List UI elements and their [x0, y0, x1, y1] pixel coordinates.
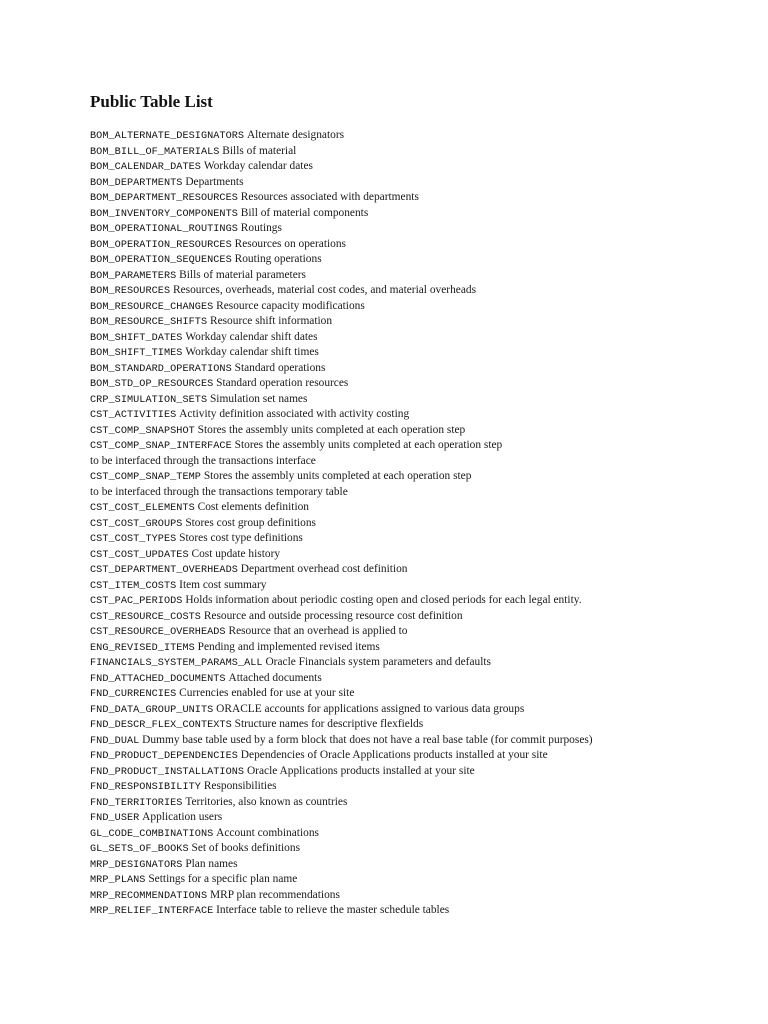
table-description: Holds information about periodic costing open and closed periods for each legal entity. [185, 594, 582, 606]
table-entry [90, 500, 750, 516]
table-name: BOM_RESOURCE_CHANGES [90, 301, 214, 313]
table-description: Stores cost group definitions [185, 516, 316, 529]
table-entry [90, 531, 750, 547]
table-description: Oracle Financials system parameters and defaults [265, 656, 491, 668]
table-entry [90, 903, 750, 919]
table-entry [90, 159, 750, 175]
table-description: Standard operations [234, 361, 326, 374]
table-entry [90, 252, 750, 268]
table-description: MRP plan recommendations [209, 888, 340, 901]
table-name: FND_USER [90, 813, 140, 824]
table-name: CST_DEPARTMENT_OVERHEADS [90, 565, 238, 576]
table-name: CST_RESOURCE_COSTS [90, 611, 201, 623]
table-description: Cost elements definition [197, 501, 309, 513]
table-description: Item cost summary [179, 578, 267, 591]
table-name: CST_ITEM_COSTS [90, 580, 177, 592]
table-description: Account combinations [216, 826, 319, 839]
table-name: BOM_OPERATION_SEQUENCES [90, 255, 232, 266]
table-entry [90, 330, 750, 346]
table-name: MRP_RECOMMENDATIONS [90, 890, 208, 902]
table-name: BOM_CALENDAR_DATES [90, 162, 201, 173]
table-description: Department overhead cost definition [240, 563, 408, 575]
table-description: Resource capacity modifications [216, 299, 365, 312]
table-name: FND_DESCR_FLEX_CONTEXTS [90, 720, 232, 731]
table-entry [90, 640, 750, 656]
table-description: Resource and outside processing resource cost definition [203, 609, 463, 622]
table-name: BOM_SHIFT_TIMES [90, 348, 183, 359]
table-name: CST_COST_GROUPS [90, 518, 183, 530]
table-description: Structure names for descriptive flexfields [234, 718, 424, 730]
table-description: Standard operation resources [216, 377, 349, 389]
table-description: Workday calendar shift dates [185, 330, 318, 343]
table-entry [90, 423, 750, 439]
table-name: BOM_RESOURCE_SHIFTS [90, 317, 208, 328]
table-name: BOM_STD_OP_RESOURCES [90, 379, 214, 390]
table-entry [90, 190, 750, 206]
table-description: Bill of material components [240, 206, 369, 219]
table-entry [90, 237, 750, 253]
table-name: FND_ATTACHED_DOCUMENTS [90, 673, 226, 685]
table-name: CST_COMP_SNAP_TEMP [90, 472, 201, 483]
table-description-continuation: to be interfaced through the transactions temporary table [90, 485, 348, 498]
table-description: Activity definition associated with activity costing [179, 408, 410, 420]
table-description: Bills of material [222, 144, 297, 157]
table-name: GL_SETS_OF_BOOKS [90, 844, 189, 855]
table-entry [90, 857, 750, 873]
table-description: Interface table to relieve the master schedule tables [216, 904, 450, 916]
table-entry [90, 655, 750, 671]
table-entry [90, 516, 750, 532]
table-description: Resource that an overhead is applied to [228, 625, 408, 637]
table-description: Application users [142, 811, 223, 823]
table-name: BOM_ALTERNATE_DESIGNATORS [90, 131, 245, 142]
table-entry [90, 299, 750, 315]
table-name: CST_COST_ELEMENTS [90, 503, 195, 514]
table-description: Resources, overheads, material cost codes, and material overheads [173, 284, 476, 296]
table-description: Responsibilities [203, 780, 277, 792]
table-entry [90, 562, 750, 578]
table-entry [90, 717, 750, 733]
table-entry [90, 206, 750, 222]
table-description-continuation: to be interfaced through the transactions interface [90, 454, 316, 467]
table-description: ORACLE accounts for applications assigned to various data groups [216, 702, 525, 715]
table-description: Plan names [185, 857, 238, 870]
table-description: Attached documents [228, 671, 322, 684]
table-description: Departments [185, 175, 244, 188]
table-description: Stores the assembly units completed at each operation step [203, 470, 472, 482]
table-name: CST_ACTIVITIES [90, 410, 177, 421]
table-name: BOM_DEPARTMENT_RESOURCES [90, 193, 238, 204]
table-name: CST_COST_UPDATES [90, 549, 189, 561]
table-name: FND_DATA_GROUP_UNITS [90, 704, 214, 716]
table-name: FND_PRODUCT_DEPENDENCIES [90, 751, 238, 762]
table-entry [90, 593, 750, 609]
table-name: BOM_OPERATION_RESOURCES [90, 239, 232, 251]
table-entry [90, 671, 750, 687]
table-entry [90, 795, 750, 811]
table-entry [90, 469, 750, 485]
table-name: FND_RESPONSIBILITY [90, 782, 201, 793]
table-description: Alternate designators [246, 129, 345, 141]
table-entry [90, 128, 750, 144]
table-name: BOM_BILL_OF_MATERIALS [90, 146, 220, 158]
table-description: Dummy base table used by a form block that does not have a real base table (for commit purposes) [142, 733, 593, 746]
table-entry [90, 361, 750, 377]
table-description: Territories, also known as countries [185, 795, 348, 808]
table-description: Dependencies of Oracle Applications products installed at your site [240, 749, 548, 761]
table-entry [90, 702, 750, 718]
table-name: MRP_RELIEF_INTERFACE [90, 906, 214, 917]
table-entry [90, 283, 750, 299]
table-name: CRP_SIMULATION_SETS [90, 394, 208, 406]
table-entry [90, 733, 750, 749]
table-description: Currencies enabled for use at your site [179, 687, 355, 699]
table-entry [90, 578, 750, 594]
table-description: Resource shift information [209, 315, 333, 327]
table-name: FINANCIALS_SYSTEM_PARAMS_ALL [90, 658, 263, 669]
table-entry [90, 764, 750, 780]
table-name: BOM_INVENTORY_COMPONENTS [90, 208, 238, 220]
table-name: CST_COST_TYPES [90, 534, 177, 545]
table-name: FND_DUAL [90, 735, 140, 747]
table-name: BOM_OPERATIONAL_ROUTINGS [90, 224, 238, 235]
public-table-list [90, 128, 750, 919]
table-description: Stores the assembly units completed at each operation step [234, 439, 503, 451]
table-description: Routings [240, 222, 282, 234]
table-name: ENG_REVISED_ITEMS [90, 642, 195, 654]
table-name: CST_PAC_PERIODS [90, 596, 183, 607]
table-name: FND_TERRITORIES [90, 797, 183, 809]
table-name: CST_COMP_SNAP_INTERFACE [90, 441, 232, 452]
table-description: Oracle Applications products installed at your site [246, 764, 475, 777]
table-name: BOM_PARAMETERS [90, 270, 177, 282]
table-description: Pending and implemented revised items [197, 640, 380, 653]
table-entry [90, 547, 750, 563]
table-entry [90, 438, 750, 454]
table-name: GL_CODE_COMBINATIONS [90, 828, 214, 840]
table-entry [90, 268, 750, 284]
table-name: CST_RESOURCE_OVERHEADS [90, 627, 226, 638]
table-entry [90, 376, 750, 392]
document-title: Public Table List [90, 92, 213, 111]
table-name: BOM_SHIFT_DATES [90, 332, 183, 344]
table-description: Bills of material parameters [179, 268, 306, 281]
table-name: BOM_RESOURCES [90, 286, 171, 297]
table-name: MRP_DESIGNATORS [90, 859, 183, 871]
table-entry [90, 779, 750, 795]
table-description: Cost update history [191, 547, 281, 560]
table-name: FND_CURRENCIES [90, 689, 177, 700]
table-description: Settings for a specific plan name [148, 873, 298, 885]
table-entry [90, 345, 750, 361]
table-entry [90, 624, 750, 640]
table-entry [90, 407, 750, 423]
table-description: Set of books definitions [191, 842, 301, 854]
table-entry [90, 841, 750, 857]
table-description: Resources on operations [234, 237, 346, 250]
table-entry [90, 826, 750, 842]
table-entry [90, 314, 750, 330]
table-entry [90, 888, 750, 904]
table-entry [90, 748, 750, 764]
table-name: FND_PRODUCT_INSTALLATIONS [90, 766, 245, 778]
table-description: Stores cost type definitions [179, 532, 303, 544]
table-description: Routing operations [234, 253, 322, 265]
table-entry [90, 144, 750, 160]
table-name: CST_COMP_SNAPSHOT [90, 425, 195, 437]
table-entry [90, 609, 750, 625]
table-entry [90, 686, 750, 702]
table-entry [90, 810, 750, 826]
table-description: Stores the assembly units completed at each operation step [197, 423, 466, 436]
table-description: Simulation set names [209, 392, 308, 405]
table-description: Workday calendar dates [203, 160, 313, 172]
table-entry [90, 872, 750, 888]
table-name: BOM_STANDARD_OPERATIONS [90, 363, 232, 375]
table-name: MRP_PLANS [90, 875, 146, 886]
table-name: BOM_DEPARTMENTS [90, 177, 183, 189]
table-description: Workday calendar shift times [185, 346, 319, 358]
table-entry [90, 175, 750, 191]
table-description: Resources associated with departments [240, 191, 419, 203]
table-entry [90, 392, 750, 408]
table-entry [90, 221, 750, 237]
